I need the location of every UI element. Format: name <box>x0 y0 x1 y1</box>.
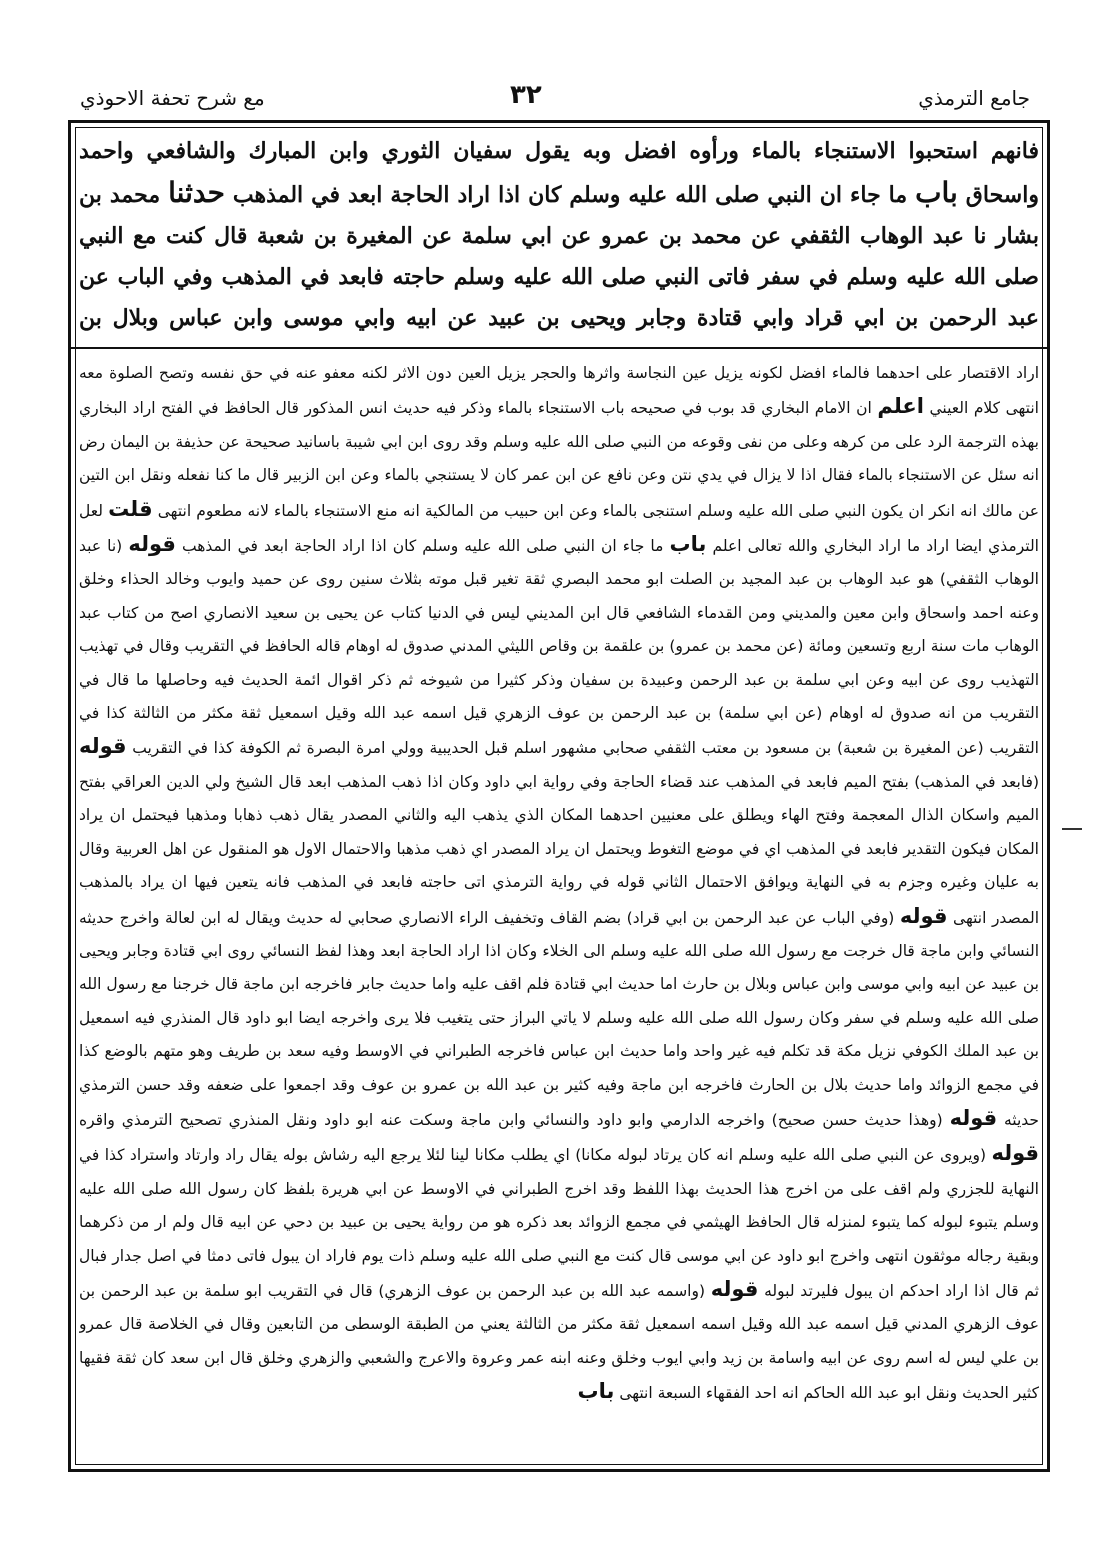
commentary-keyword: قوله <box>79 734 127 759</box>
commentary-keyword: باب <box>577 1379 615 1404</box>
commentary-keyword: اعلم <box>877 394 924 419</box>
commentary-keyword: قوله <box>710 1276 759 1301</box>
commentary-text: ما جاء ان النبي صلى الله عليه وسلم كان اذا اراد الحاجة ابعد في المذهب <box>181 537 664 556</box>
hadith-text: محمد بن بشار نا عبد الوهاب الثقفي عن محمد بن عمرو عن ابي سلمة عن المغيرة بن شعبة قال كنت مع النبي صلى الله عليه وسلم في سفر فاتى النبي صلى الله عليه وسلم حاجته فابعد في المذهب وفي الباب عن عبد الرحمن بن ابي قراد وابي قتادة وجابر ويحيى بن عبيد عن ابيه وابي موسى وابن عباس وبلال بن <box>79 182 1039 331</box>
commentary-text: (وفي الباب عن عبد الرحمن بن ابي قراد) بضم القاف وتخفيف الراء الانصاري صحابي له حديث ويقال له ابن لعالة واخرج حديثه النسائي وابن ماجة قال خرجت مع رسول الله صلى الله عليه وسلم الى الخلاء وكان اذا اراد الحاجة ابعد وهذا لفظ النسائي روى ابي قتادة وجابر ويحيى بن عبيد عن ابيه وابي موسى وابن عباس وبلال بن حارث اما حديث ابي قتادة فلم اقف عليه واما حديث جابر فاخرجه ابن ماجة قال خرجنا مع رسول الله صلى الله عليه وسلم في سفر وكان رسول الله صلى الله عليه وسلم لا ياتي البراز حتى يتغيب فلا يرى واخرجه ايضا ابو داود قال المنذري فيه اسمعيل بن عبد الملك الكوفي نزيل مكة قد تكلم فيه غير واحد واما حديث ابن عباس فاخرجه الطبراني في الاوسط وفيه سعد بن طريف وهو متهم بالوضع كذا في مجمع الزوائد واما حديث بلال بن الحارث فاخرجه ابن ماجة وفيه كثير بن عبد الله بن عمرو بن عوف وقد اجمعوا على ضعفه وقد حسن الترمذي حديثه <box>79 908 1039 1129</box>
commentary-keyword: قوله <box>899 903 948 928</box>
commentary-text: (نا عبد الوهاب الثقفي) هو عبد الوهاب بن عبد المجيد بن الصلت ابو محمد البصري ثقة تغير قبل موته بثلاث سنين روى عن حميد وايوب وخالد الحذاء وخلق وعنه احمد واسحاق وابن معين والمديني ومن القدماء الشافعي قال ابن المديني ليس في الدنيا كتاب عن يحيى بن سعيد الانصاري اصح من كتاب عبد الوهاب مات سنة اربع وتسعين ومائة (عن محمد بن عمرو) بن علقمة بن وقاص الليثي المدني صدوق له اوهام قاله الحافظ في التقريب وقال في تهذيب التهذيب روى عن ابيه وعن ابي سلمة بن عبد الرحمن وعبيدة بن سفيان وذكر كثيرا من شيوخه ثم ذكر اقوال ائمة الحديث فيه وحاصلها ما قال في التقريب من انه صدوق له اوهام (عن ابي سلمة) بن عبد الرحمن بن عوف الزهري قيل اسمه عبد الله وقيل اسمعيل ثقة مكثر من الثالثة كذا في التقريب (عن المغيرة بن شعبة) بن مسعود بن معتب الثقفي صحابي مشهور اسلم قبل الحديبية وولي امرة البصرة ثم الكوفة كذا في التقريب <box>79 537 1039 758</box>
commentary-title: مع شرح تحفة الاحوذي <box>80 86 265 110</box>
book-title: جامع الترمذي <box>918 86 1030 110</box>
hadith-text: فانهم استحبوا الاستنجاء بالماء ورأوه افضل وبه يقول سفيان الثوري وابن المبارك والشافعي واحمد واسحاق <box>79 138 1039 208</box>
commentary-block <box>79 357 1039 1463</box>
commentary-text: (واسمه عبد الله بن عبد الرحمن بن عوف الزهري) قال في التقريب ابو سلمة بن عبد الرحمن بن عوف الزهري المدني قيل اسمه عبد الله وقيل اسمه اسمعيل ثقة مكثر من الثالثة يعني من الطبقة الوسطى من التابعين وقال في الخلاصة قال عمرو بن علي ليس له اسم روى عن ابيه واسامة بن زيد وابي ايوب وخلق وعنه ابنه عمر وعروة والاعرج والشعبي والزهري وخلق قال ابن سعد كان ثقة فقيها كثير الحديث ونقل ابو عبد الله الحاكم انه احد الفقهاء السبعة انتهى <box>79 1281 1039 1403</box>
section-divider <box>71 347 1047 349</box>
page-number: ٣٢ <box>510 80 542 110</box>
commentary-keyword: قوله <box>949 1105 998 1130</box>
commentary-keyword: قوله <box>991 1141 1039 1166</box>
chapter-keyword: باب <box>915 176 958 209</box>
hadith-text: ما جاء ان النبي صلى الله عليه وسلم كان اذا اراد الحاجة ابعد في المذهب <box>232 182 908 208</box>
page-frame <box>68 120 1050 1472</box>
commentary-text: (وهذا حديث حسن صحيح) واخرجه الدارمي وابو داود والنسائي وابن ماجة وسكت عنه ابو داود ونقل المنذري تصحيح الترمذي واقره <box>79 1110 943 1129</box>
commentary-keyword: باب <box>669 532 707 557</box>
commentary-keyword: قوله <box>128 532 176 557</box>
commentary-text: (فابعد في المذهب) بفتح الميم فابعد في المذهب عند قضاء الحاجة وفي رواية ابي داود وكان اذا ذهب المذهب ابعد قال الشيخ ولي الدين العراقي بفتح الميم واسكان الذال المعجمة وفتح الهاء ويطلق على معنيين احدهما المكان الذي يذهب اليه والثاني المصدر يقال ذهب ذهابا ومذهبا فيحتمل ان يراد المكان فيكون التقدير فابعد في المذهب اي في موضع التغوط ويحتمل ان يراد المصدر اي ذهب مذهبا والاحتمال الاول هو المنقول عن اهل العربية وقال به عليان وغيره وجزم به في النهاية ويوافق الاحتمال الثاني قوله في رواية الترمذي اتى حاجته فابعد في المذهب فانه يتعين فيها ان يراد بالمذهب المصدر انتهى <box>79 772 1039 927</box>
commentary-keyword: قلت <box>108 496 153 521</box>
commentary-text: (ويروى عن النبي صلى الله عليه وسلم انه كان يرتاد لبوله مكانا) اي يطلب مكانا لينا لئلا يرجع اليه رشاش بوله يقال راد وارتاد واستراد كذا في النهاية للجزري ولم اقف على من اخرج هذا الحديث بهذا اللفظ وقد اخرج الطبراني في الاوسط عن ابي هريرة بلفظ كان رسول الله صلى الله عليه وسلم يتبوء لبوله كما يتبوء لمنزله قال الحافظ الهيثمي في مجمع الزوائد بعد ذكره هو من رواية يحيى بن عبيد بن دحي عن ابيه قال ولم ار من ذكرهما وبقية رجاله موثقون انتهى واخرج ابو داود عن ابي موسى قال كنت مع النبي صلى الله عليه وسلم ذات يوم فاراد ان يبول فاتى دمثا في اصل جدار فبال ثم قال اذا اراد احدكم ان يبول فليرتد لبوله <box>79 1146 1039 1300</box>
page-header <box>80 80 1030 120</box>
margin-mark <box>1062 828 1082 830</box>
commentary-text: اراد الاقتصار على احدهما فالماء افضل لكونه يزيل عين النجاسة واثرها والحجر يزيل العين دون الاثر لكنه معفو عنه في حق نفسه وتصح الصلوة معه انتهى كلام العيني <box>79 364 1039 418</box>
hadith-text-block <box>79 131 1039 341</box>
commentary-text: لعل الترمذي ايضا اراد ما اراد البخاري والله تعالى اعلم <box>79 501 1039 556</box>
narration-keyword: حدثنا <box>168 176 225 209</box>
commentary-text: ان الامام البخاري قد بوب في صحيحه باب الاستنجاء بالماء وذكر فيه حديث انس المذكور قال الحافظ في الفتح اراد البخاري بهذه الترجمة الرد على من كرهه وعلى من نفى وقوعه من النبي صلى الله عليه وسلم وقد روى ابن ابي شيبة باسانيد صحيحة عن حذيفة بن اليمان رض انه سئل عن الاستنجاء بالماء فقال اذا لا يزال في يدي نتن وعن نافع عن ابن عمر كان لا يستنجي بالماء وعن ابن الزبير قال ما كنا نفعله ونقل ابن التين عن مالك انه انكر ان يكون النبي صلى الله عليه وسلم استنجى بالماء وعن ابن حبيب من المالكية انه منع الاستنجاء بالماء لانه مطعوم انتهى <box>79 399 1039 520</box>
